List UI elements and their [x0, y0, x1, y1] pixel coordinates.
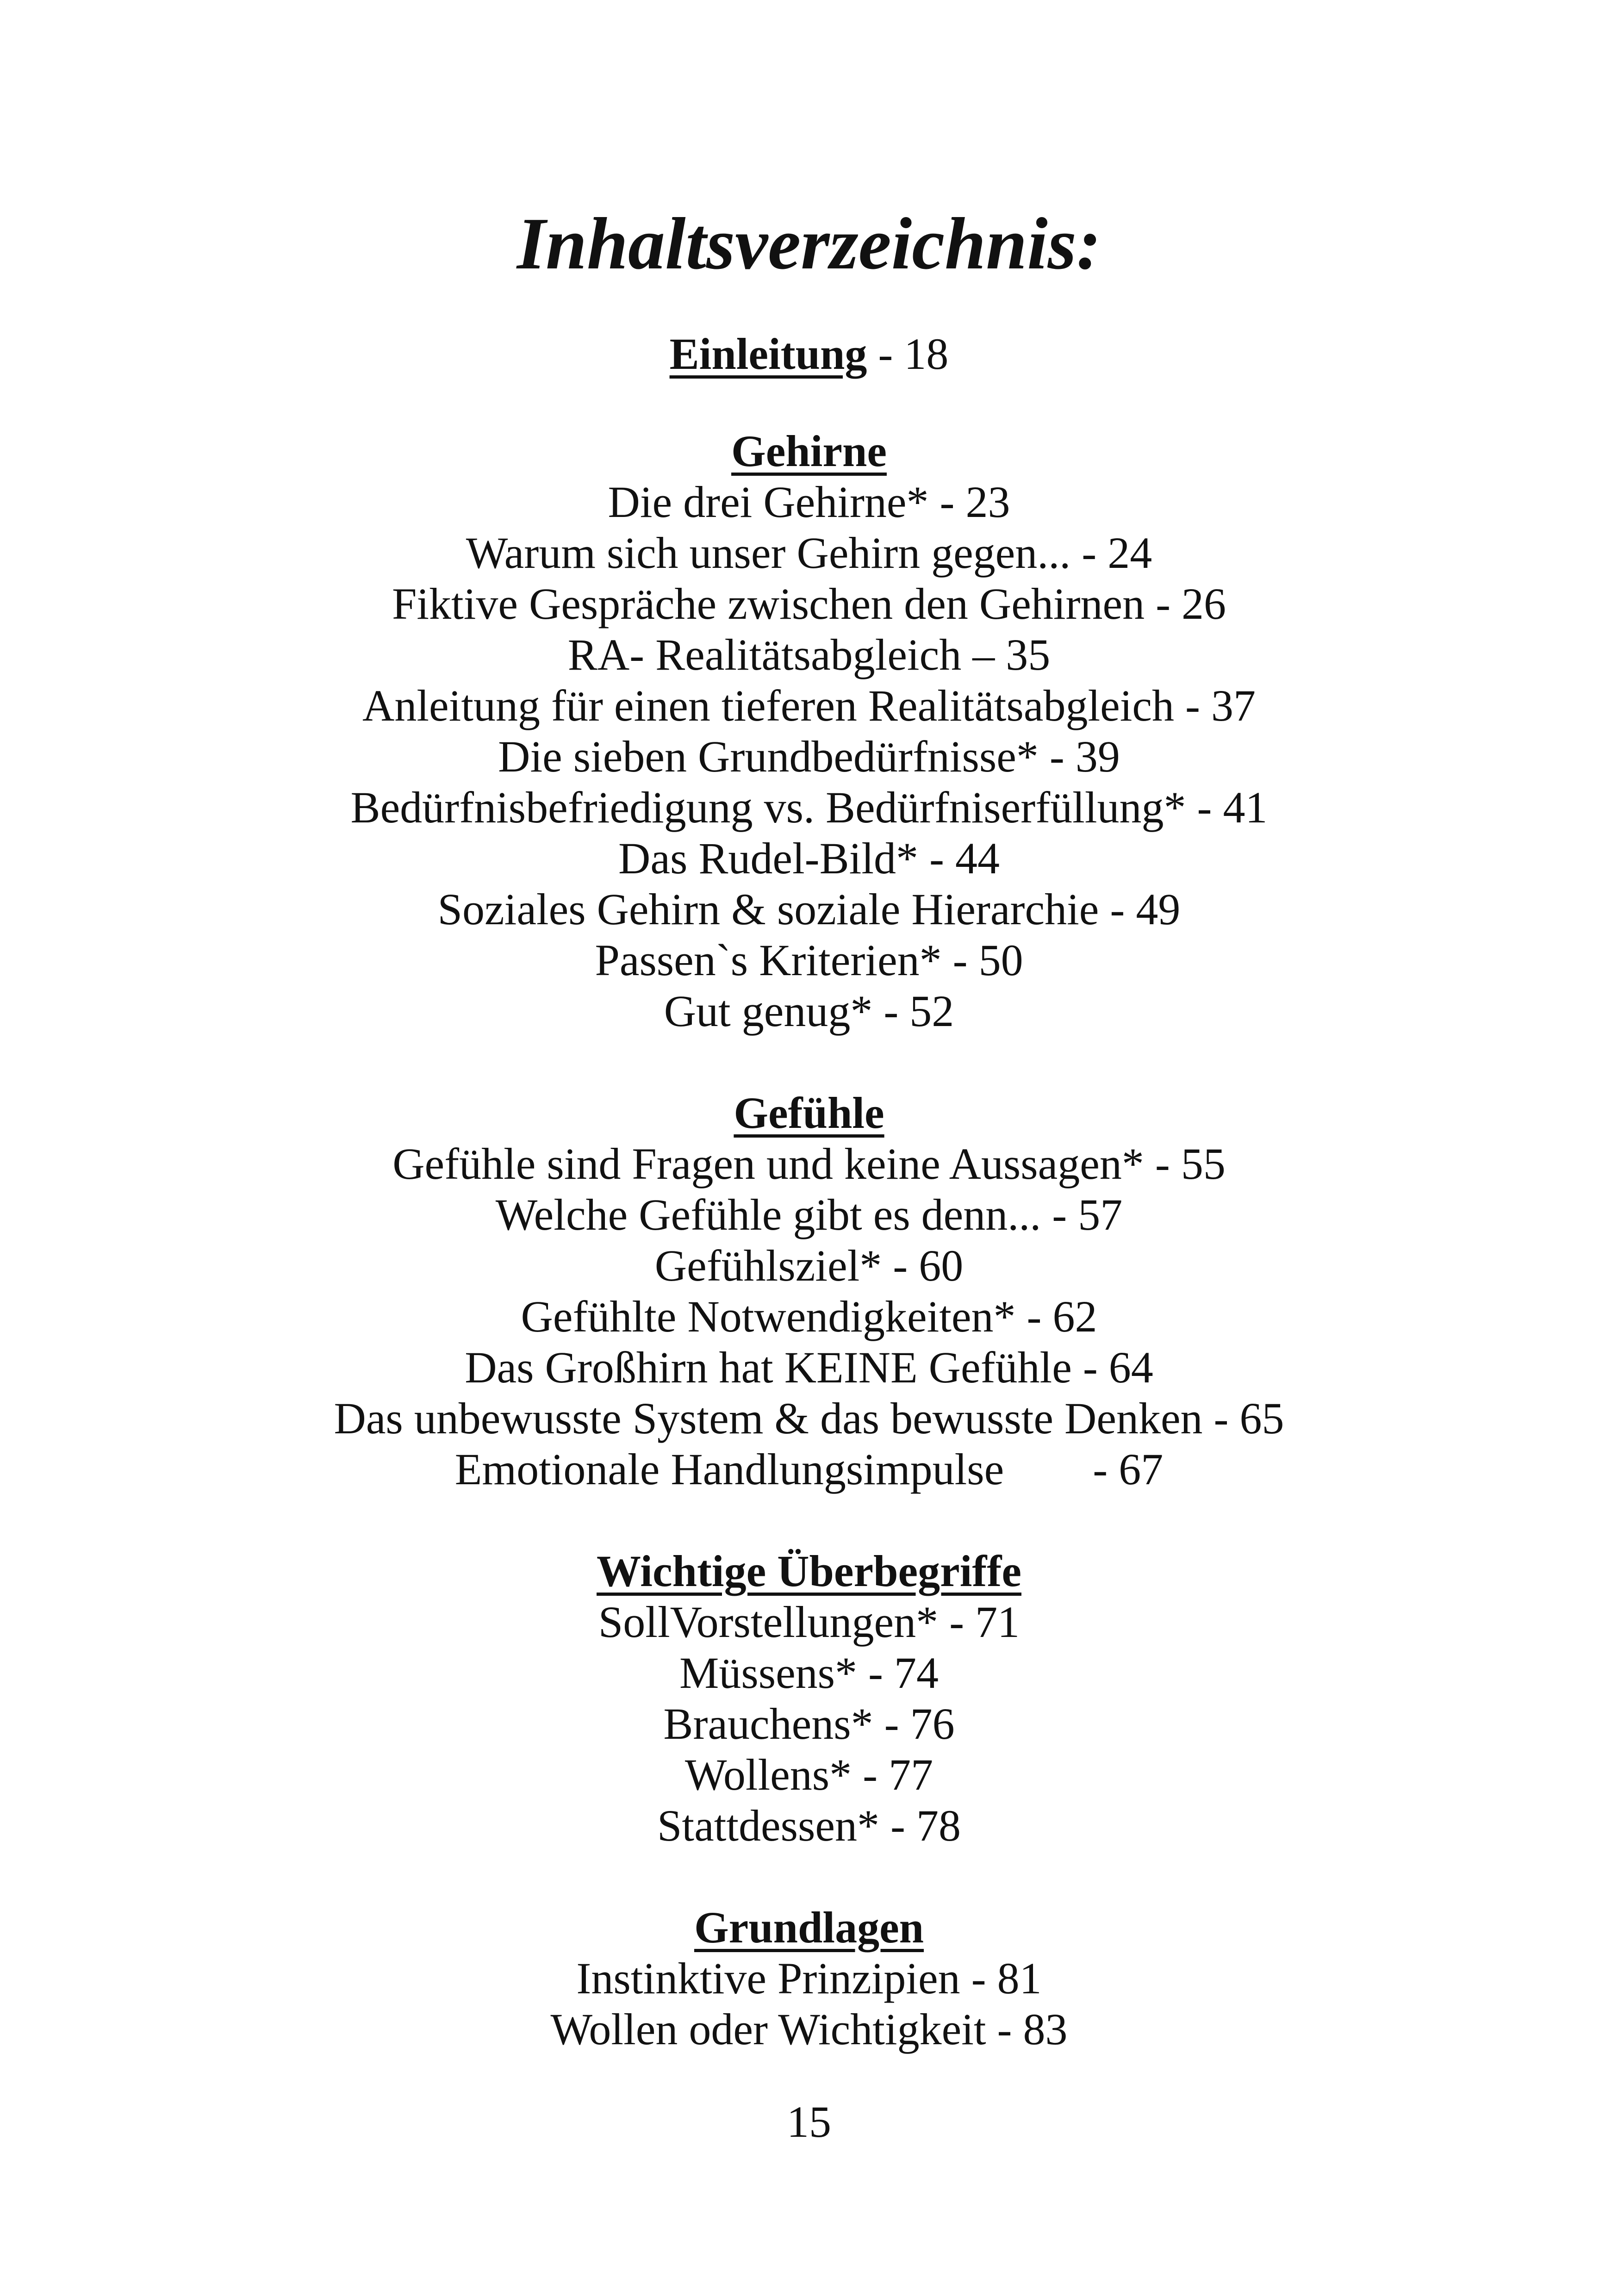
toc-entry: Gut genug* - 52 — [664, 986, 954, 1036]
toc-entry: Emotionale Handlungsimpulse - 67 — [454, 1444, 1164, 1494]
toc-entry: Stattdessen* - 78 — [657, 1801, 961, 1850]
toc-entry: Das unbewusste System & das bewusste Denken - 65 — [334, 1394, 1284, 1443]
toc-entry: Die drei Gehirne* - 23 — [608, 477, 1010, 527]
toc-section-gefuehle — [0, 1088, 1618, 1495]
page-number: 15 — [787, 2097, 831, 2147]
section-heading: Gehirne — [731, 426, 887, 476]
section-heading: Wichtige Überbegriffe — [597, 1546, 1021, 1596]
toc-entry: Brauchens* - 76 — [663, 1699, 955, 1748]
toc-entry: Gefühlsziel* - 60 — [654, 1241, 964, 1290]
toc-entry-einleitung — [0, 329, 1618, 380]
toc-entry: Anleitung für einen tieferen Realitätsabgleich - 37 — [362, 681, 1256, 730]
toc-section-grundlagen — [0, 1902, 1618, 2055]
toc-entry: Wollen oder Wichtigkeit - 83 — [550, 2004, 1068, 2054]
toc-entry: Fiktive Gespräche zwischen den Gehirnen - 26 — [392, 579, 1226, 628]
toc-entry: Das Rudel-Bild* - 44 — [618, 834, 1000, 883]
toc-entry: RA- Realitätsabgleich – 35 — [567, 630, 1051, 679]
section-heading: Grundlagen — [694, 1903, 924, 1952]
toc-entry: Die sieben Grundbedürfnisse* - 39 — [498, 732, 1120, 781]
toc-entry: Soziales Gehirn & soziale Hierarchie - 49 — [437, 884, 1181, 934]
section-heading: Gefühle — [734, 1088, 884, 1138]
toc-section-ueberbegriffe — [0, 1546, 1618, 1851]
toc-entry: Passen`s Kriterien* - 50 — [595, 935, 1023, 985]
toc-entry: Bedürfnisbefriedigung vs. Bedürfniserfüllung* - 41 — [350, 783, 1268, 832]
toc-entry: Gefühle sind Fragen und keine Aussagen* - 55 — [392, 1139, 1226, 1188]
toc-entry: Das Großhirn hat KEINE Gefühle - 64 — [465, 1343, 1153, 1392]
section-heading-einleitung: Einleitung — [669, 329, 867, 379]
toc-entry: SollVorstellungen* - 71 — [598, 1597, 1020, 1647]
page-ref: - 18 — [867, 329, 949, 379]
toc-section-gehirne — [0, 426, 1618, 1037]
page-title: Inhaltsverzeichnis: — [517, 202, 1101, 285]
toc-entry: Gefühlte Notwendigkeiten* - 62 — [521, 1292, 1097, 1341]
toc-entry: Müssens* - 74 — [679, 1648, 939, 1698]
toc-entry: Welche Gefühle gibt es denn... - 57 — [495, 1190, 1123, 1239]
toc-entry: Wollens* - 77 — [685, 1750, 933, 1799]
toc-entry: Warum sich unser Gehirn gegen... - 24 — [466, 528, 1152, 578]
toc-entry: Instinktive Prinzipien - 81 — [576, 1954, 1042, 2003]
